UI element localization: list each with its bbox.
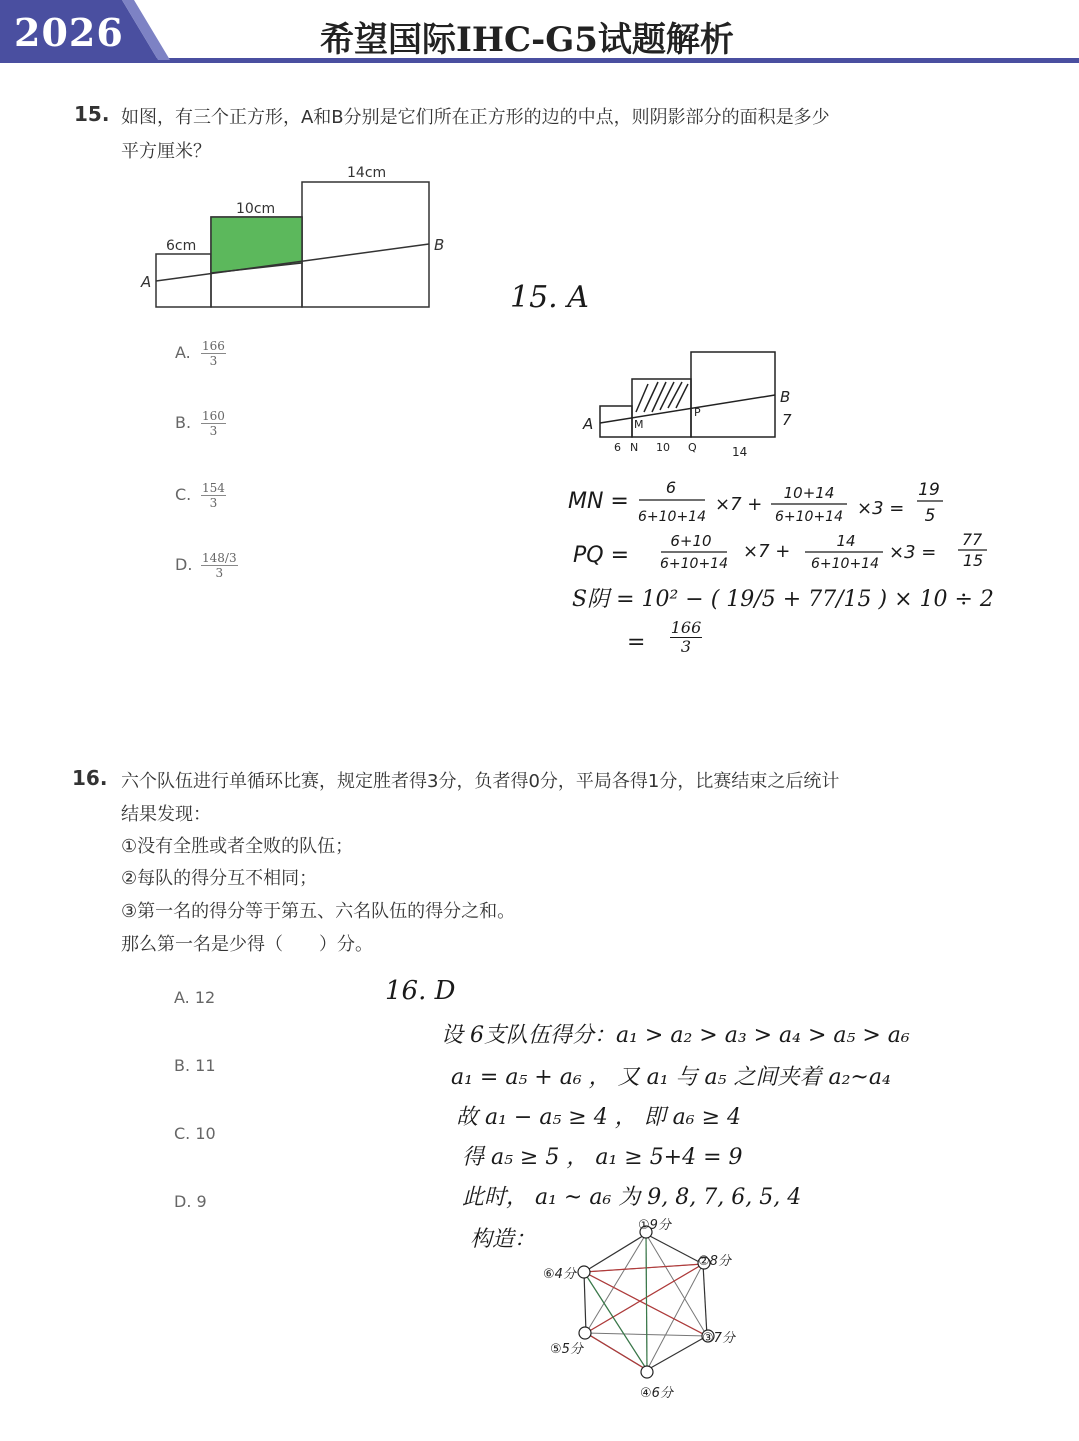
q15-answer: 15. A <box>510 280 589 315</box>
q15-option-b-fraction <box>201 409 226 438</box>
q15-solution-sketch <box>578 350 808 462</box>
q16-line-5: ③第一名的得分等于第五、六名队伍的得分之和。 <box>121 901 516 922</box>
q15-option-d-den: 3 <box>215 566 224 580</box>
q15-option-b-den: 3 <box>209 424 218 438</box>
q15-option-d-fraction <box>201 551 238 580</box>
q16-graph-label-1: ①9分 <box>638 1218 671 1233</box>
q15-option-b-num: 160 <box>202 409 225 423</box>
q16-option-c: C. 10 <box>174 1124 216 1143</box>
q15-option-c-num: 154 <box>202 481 225 495</box>
q16-line-3: ①没有全胜或者全败的队伍； <box>121 836 354 857</box>
q16-graph-label-3: ③7分 <box>702 1331 735 1346</box>
q15-label-14cm: 14cm <box>347 165 387 181</box>
page-header <box>0 0 1079 66</box>
q15-option-c-den: 3 <box>209 496 218 510</box>
q16-graph-label-6: ⑥4分 <box>543 1267 576 1282</box>
q15-option-a-den: 3 <box>209 354 218 368</box>
header-title: 希望国际IHC-G5试题解析 <box>320 20 734 60</box>
q16-solution-line-4: 得 a₅ ≥ 5 ， a₁ ≥ 5+4 = 9 <box>462 1145 743 1170</box>
q16-solution-line-3: 故 a₁ − a₅ ≥ 4 ， 即 a₆ ≥ 4 <box>456 1105 742 1130</box>
q15-sketch-six: 6 <box>614 441 621 454</box>
q15-sketch-n: N <box>630 441 639 454</box>
q15-label-a: A <box>141 273 152 291</box>
q15-label-6cm: 6cm <box>166 238 197 254</box>
q15-pq-label: PQ = <box>573 543 630 568</box>
q15-mn-f1-den: 6+10+14 <box>638 509 706 525</box>
q15-shaded-region <box>211 217 302 273</box>
q15-pq-f1-num: 6+10 <box>670 532 712 550</box>
q15-mn-r-num: 19 <box>918 480 940 500</box>
q15-sketch-m: M <box>634 418 644 431</box>
q16-number: 16. <box>72 766 108 790</box>
q16-line-1: 六个队伍进行单循环比赛，规定胜者得3分，负者得0分，平局各得1分，比赛结束之后统计 <box>121 771 840 792</box>
header-year: 2026 <box>14 10 124 55</box>
q15-option-c-letter: C. <box>175 485 192 504</box>
q16-option-a: A. 12 <box>174 988 216 1007</box>
q15-pq-mid: ×7 + <box>743 541 791 562</box>
q15-result-den: 3 <box>680 637 692 656</box>
q15-shaded-area-line: S阴 = 10² − ( 19/5 + 77/15 ) × 10 ÷ 2 <box>572 587 994 612</box>
q15-option-a-fraction <box>201 339 226 368</box>
q15-pq-f2-num: 14 <box>836 532 856 550</box>
q15-mn-f1-num: 6 <box>665 478 677 497</box>
q16-option-d: D. 9 <box>174 1192 207 1211</box>
q15-number: 15. <box>74 102 110 126</box>
q15-label-10cm: 10cm <box>236 201 276 217</box>
q15-option-d-num: 148/3 <box>202 551 237 565</box>
q15-sketch-p: P <box>694 406 701 419</box>
q15-option-d-letter: D. <box>175 555 193 574</box>
q15-pq-equation <box>565 530 1005 584</box>
q15-sketch-q: Q <box>688 441 697 454</box>
q15-sketch-a: A <box>583 415 594 433</box>
q16-graph-label-2: ②8分 <box>698 1254 731 1269</box>
q16-solution-line-1: 设 6支队伍得分：a₁ > a₂ > a₃ > a₄ > a₅ > a₆ <box>441 1023 910 1048</box>
q16-line-6: 那么第一名是少得（ ）分。 <box>121 934 373 955</box>
q16-solution-line-2: a₁ = a₅ + a₆ ， 又 a₁ 与 a₅ 之间夹着 a₂~a₄ <box>451 1065 891 1090</box>
q15-label-b: B <box>434 236 445 254</box>
q16-line-4: ②每队的得分互不相同； <box>121 868 318 889</box>
q15-option-b-letter: B. <box>175 413 192 432</box>
q15-option-a-letter: A. <box>175 343 191 362</box>
q16-graph-label-4: ④6分 <box>640 1386 673 1401</box>
q16-answer: 16. D <box>385 976 456 1006</box>
q15-pq-end: ×3 = <box>889 542 937 563</box>
q15-pq-f1-den: 6+10+14 <box>660 556 728 572</box>
q15-option-c-fraction <box>201 481 226 510</box>
q15-pq-f2-den: 6+10+14 <box>811 556 879 572</box>
q15-pq-r-num: 77 <box>961 530 983 549</box>
q15-sketch-fourteen: 14 <box>732 445 748 459</box>
q15-figure <box>130 160 460 320</box>
q15-mn-f2-num: 10+14 <box>783 484 835 502</box>
q16-solution-line-6: 构造： <box>470 1227 537 1252</box>
q15-result-equals: = <box>627 630 646 655</box>
q16-construction-graph <box>540 1215 770 1410</box>
q16-line-2: 结果发现： <box>121 804 211 825</box>
q16-option-b: B. 11 <box>174 1056 216 1075</box>
q15-mn-end: ×3 = <box>857 498 905 519</box>
q15-result-fraction <box>670 619 702 656</box>
q15-option-a-num: 166 <box>202 339 225 353</box>
q15-text-line1: 如图，有三个正方形，A和B分别是它们所在正方形的边的中点，则阴影部分的面积是多少 <box>121 107 830 128</box>
q15-sketch-seven: 7 <box>782 411 792 429</box>
q15-text-line2: 平方厘米？ <box>121 141 211 162</box>
q15-mn-f2-den: 6+10+14 <box>775 509 843 525</box>
q16-solution-line-5: 此时， a₁ ~ a₆ 为 9, 8, 7, 6, 5, 4 <box>462 1185 802 1210</box>
q15-sketch-ten: 10 <box>656 441 670 454</box>
q16-graph-label-5: ⑤5分 <box>550 1342 583 1357</box>
q15-mn-label: MN = <box>568 489 629 514</box>
q15-sketch-b: B <box>780 388 791 406</box>
q15-result-num: 166 <box>670 618 702 637</box>
q15-mn-mid: ×7 + <box>715 494 763 515</box>
q15-mn-equation <box>565 476 1005 530</box>
q15-mn-r-den: 5 <box>924 506 936 526</box>
q15-pq-r-den: 15 <box>962 551 984 570</box>
